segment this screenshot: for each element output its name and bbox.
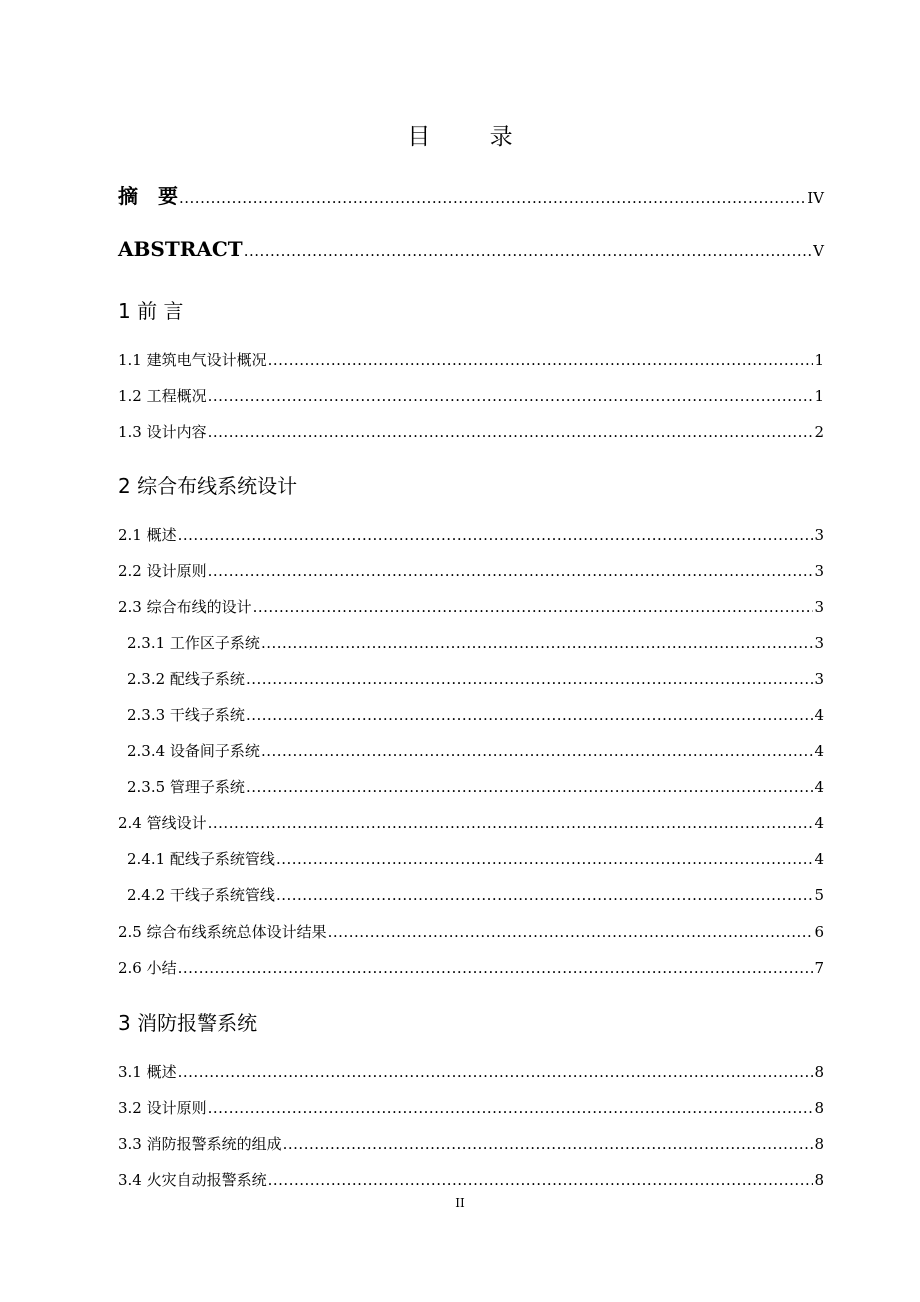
entry-label: 3.3 消防报警系统的组成 xyxy=(118,1135,282,1153)
entry-page-number: 8 xyxy=(814,1171,824,1189)
toc-entry[interactable] xyxy=(118,1061,824,1082)
toc-entry[interactable] xyxy=(118,957,824,978)
toc-entry[interactable] xyxy=(118,524,824,545)
leader-dots xyxy=(208,562,814,580)
entry-page-number: 3 xyxy=(814,670,824,688)
entry-label: 2.3 综合布线的设计 xyxy=(118,598,252,616)
entry-label: 2.3.3 干线子系统 xyxy=(127,706,245,724)
leader-dots xyxy=(276,886,814,904)
leader-dots xyxy=(178,1063,814,1081)
entry-label: 1.1 建筑电气设计概况 xyxy=(118,351,267,369)
entry-page-number: 1 xyxy=(814,351,824,369)
leader-dots xyxy=(276,850,814,868)
entry-page-number: 8 xyxy=(814,1135,824,1153)
chapter-heading[interactable]: 2 综合布线系统设计 xyxy=(118,474,298,498)
leader-dots xyxy=(246,670,814,688)
leader-dots xyxy=(208,423,814,441)
toc-entry-abstract-en[interactable] xyxy=(118,237,824,261)
entry-label: 1.3 设计内容 xyxy=(118,423,207,441)
entry-page-number: 2 xyxy=(814,423,824,441)
leader-dots xyxy=(246,778,814,796)
entry-label: 3.1 概述 xyxy=(118,1063,177,1081)
toc-subentry[interactable] xyxy=(127,884,824,905)
toc-entry[interactable] xyxy=(118,421,824,442)
entry-page-number: 4 xyxy=(814,778,824,796)
entry-page-number: 4 xyxy=(814,706,824,724)
toc-entry[interactable] xyxy=(118,812,824,833)
entry-page-number: 8 xyxy=(814,1063,824,1081)
entry-label: 2.3.1 工作区子系统 xyxy=(127,634,260,652)
leader-dots xyxy=(261,742,814,760)
entry-label: 3.4 火灾自动报警系统 xyxy=(118,1171,267,1189)
leader-dots xyxy=(179,189,806,207)
toc-entry[interactable] xyxy=(118,1169,824,1190)
toc-entry-abstract-cn[interactable] xyxy=(118,180,824,209)
toc-entry[interactable] xyxy=(118,1097,824,1118)
toc-subentry[interactable] xyxy=(127,740,824,761)
page-title: 目 录 xyxy=(407,124,539,150)
toc-subentry[interactable] xyxy=(127,668,824,689)
entry-label: 2.4.1 配线子系统管线 xyxy=(127,850,275,868)
entry-label: 2.5 综合布线系统总体设计结果 xyxy=(118,923,327,941)
toc-entry[interactable] xyxy=(118,1133,824,1154)
entry-page-number: 8 xyxy=(814,1099,824,1117)
leader-dots xyxy=(208,387,814,405)
leader-dots xyxy=(208,814,814,832)
leader-dots xyxy=(261,634,814,652)
entry-page-number: 3 xyxy=(814,526,824,544)
entry-page-number: 6 xyxy=(814,923,824,941)
entry-label: 2.3.2 配线子系统 xyxy=(127,670,245,688)
entry-page-number: V xyxy=(813,242,824,260)
toc-entry[interactable] xyxy=(118,560,824,581)
toc-entry[interactable] xyxy=(118,921,824,942)
leader-dots xyxy=(328,923,814,941)
toc-subentry[interactable] xyxy=(127,632,824,653)
entry-label: ABSTRACT xyxy=(118,237,243,261)
entry-label: 2.4.2 干线子系统管线 xyxy=(127,886,275,904)
entry-page-number: IV xyxy=(807,189,824,207)
toc-entry[interactable] xyxy=(118,349,824,370)
toc-subentry[interactable] xyxy=(127,704,824,725)
leader-dots xyxy=(178,526,814,544)
entry-page-number: 4 xyxy=(814,742,824,760)
entry-label: 1.2 工程概况 xyxy=(118,387,207,405)
entry-page-number: 3 xyxy=(814,634,824,652)
entry-page-number: 4 xyxy=(814,814,824,832)
leader-dots xyxy=(268,351,814,369)
leader-dots xyxy=(244,242,812,260)
entry-label: 2.4 管线设计 xyxy=(118,814,207,832)
entry-page-number: 3 xyxy=(814,598,824,616)
entry-label: 2.6 小结 xyxy=(118,959,177,977)
leader-dots xyxy=(178,959,814,977)
toc-subentry[interactable] xyxy=(127,848,824,869)
leader-dots xyxy=(208,1099,814,1117)
toc-entry[interactable] xyxy=(118,385,824,406)
leader-dots xyxy=(268,1171,814,1189)
entry-label: 2.3.4 设备间子系统 xyxy=(127,742,260,760)
entry-label: 3.2 设计原则 xyxy=(118,1099,207,1117)
leader-dots xyxy=(283,1135,814,1153)
entry-label: 摘 要 xyxy=(118,184,178,208)
entry-page-number: 1 xyxy=(814,387,824,405)
leader-dots xyxy=(246,706,814,724)
entry-page-number: 4 xyxy=(814,850,824,868)
entry-label: 2.2 设计原则 xyxy=(118,562,207,580)
chapter-heading[interactable]: 3 消防报警系统 xyxy=(118,1011,258,1035)
toc-subentry[interactable] xyxy=(127,776,824,797)
entry-page-number: 3 xyxy=(814,562,824,580)
entry-label: 2.3.5 管理子系统 xyxy=(127,778,245,796)
leader-dots xyxy=(253,598,814,616)
entry-page-number: 7 xyxy=(814,959,824,977)
toc-entry[interactable] xyxy=(118,596,824,617)
chapter-heading[interactable]: 1 前 言 xyxy=(118,299,184,323)
entry-page-number: 5 xyxy=(814,886,824,904)
page-footer-number: II xyxy=(455,1196,465,1210)
entry-label: 2.1 概述 xyxy=(118,526,177,544)
